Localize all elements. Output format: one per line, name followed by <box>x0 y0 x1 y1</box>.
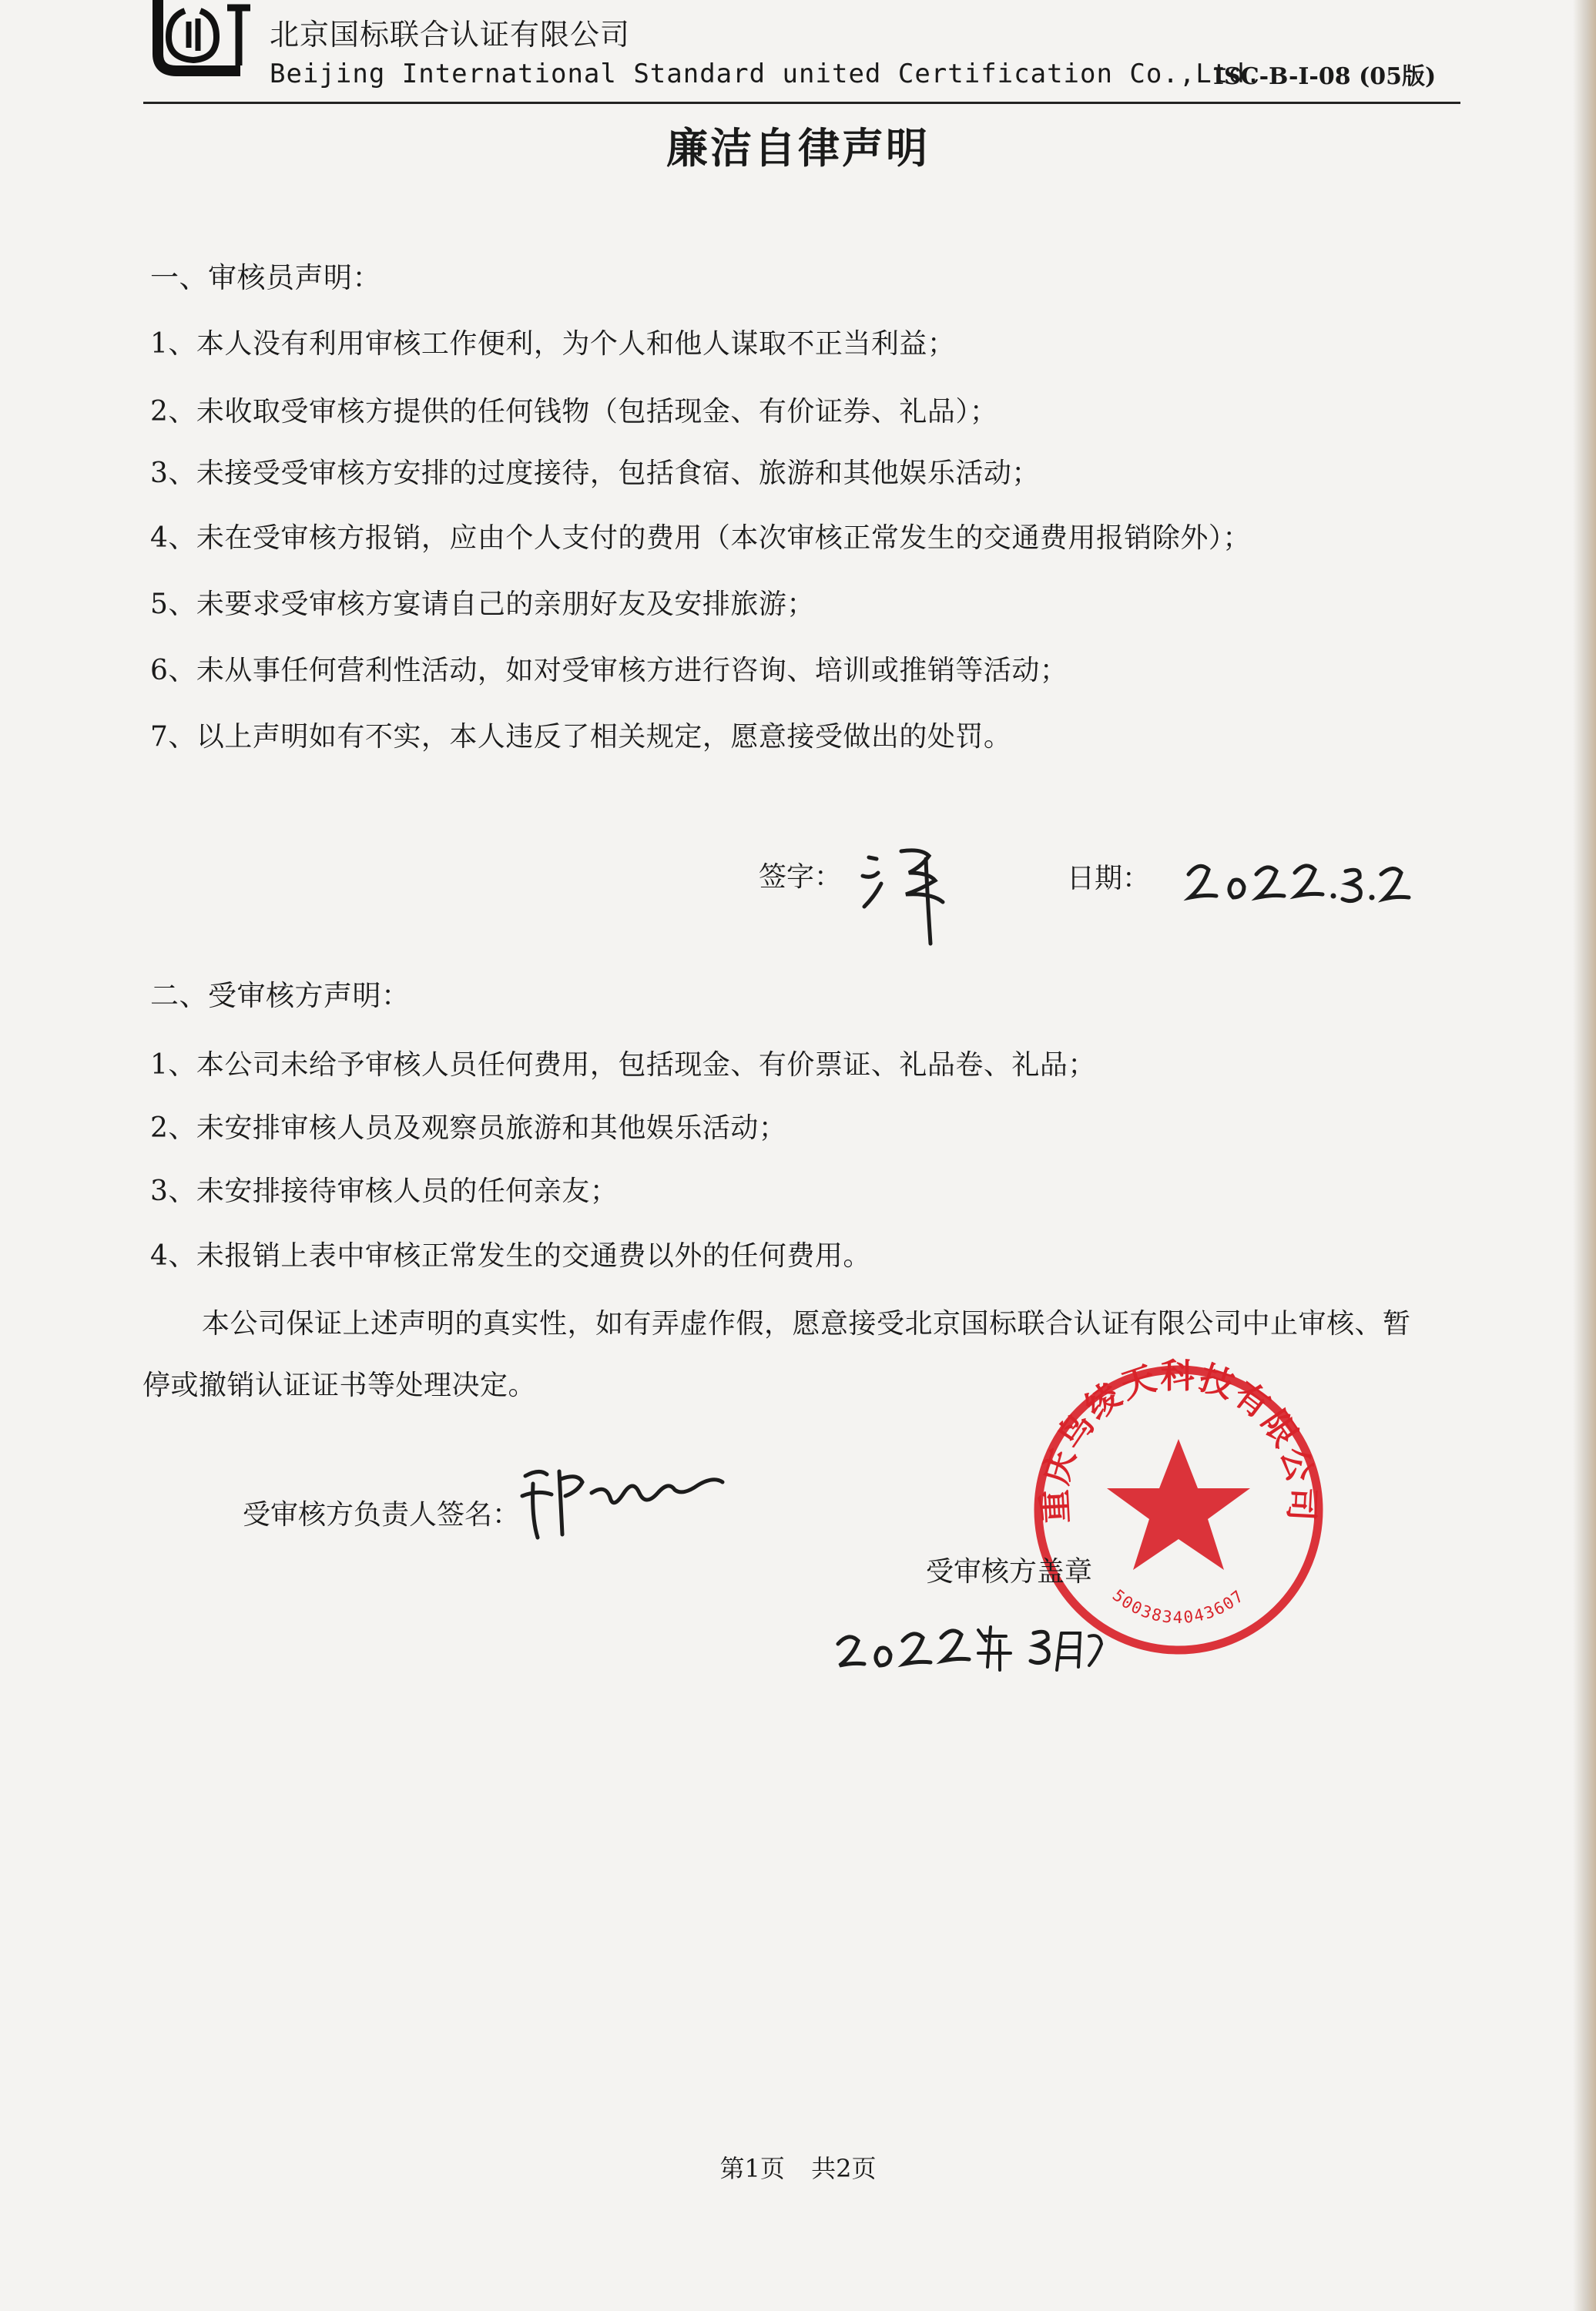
auditor-item: 4、未在受审核方报销，应由个人支付的费用（本次审核正常发生的交通费用报销除外）； <box>150 522 1251 554</box>
auditor-date-label: 日期： <box>1067 863 1151 894</box>
auditor-item: 6、未从事任何营利性活动，如对受审核方进行咨询、培训或推销等活动； <box>150 655 1068 686</box>
auditee-item: 4、未报销上表中审核正常发生的交通费以外的任何费用。 <box>150 1240 871 1272</box>
auditor-item: 5、未要求受审核方宴请自己的亲朋好友及安排旅游； <box>150 589 815 620</box>
svg-text:重庆鸟绫天科技有限公司: 重庆鸟绫天科技有限公司 <box>1035 1356 1322 1524</box>
auditor-sign-label: 签字： <box>759 861 843 893</box>
auditee-section-heading: 二、受审核方声明： <box>150 979 411 1012</box>
auditor-date-handwriting <box>1182 844 1413 913</box>
page-current: 第1页 <box>719 2154 785 2183</box>
guarantee-paragraph-line-2: 停或撤销认证证书等处理决定。 <box>142 1370 537 1401</box>
auditee-date-handwriting <box>832 1610 1109 1679</box>
auditor-item: 1、本人没有利用审核工作便利，为个人和他人谋取不正当利益； <box>150 328 956 360</box>
guarantee-paragraph-line-1: 本公司保证上述声明的真实性，如有弄虚作假，愿意接受北京国标联合认证有限公司中止审核、暂 <box>202 1308 1411 1340</box>
page-total: 共2页 <box>811 2154 877 2183</box>
company-name-cn: 北京国标联合认证有限公司 <box>270 18 631 52</box>
auditor-item: 7、以上声明如有不实，本人违反了相关规定，愿意接受做出的处罚。 <box>150 721 1012 753</box>
auditor-section-heading: 一、审核员声明： <box>150 261 381 294</box>
auditee-seal-label: 受审核方盖章 <box>926 1556 1093 1588</box>
company-name-en: Beijing International Standard united Certification Co.,Ltd. <box>270 59 1262 89</box>
auditee-item: 1、本公司未给予审核人员任何费用，包括现金、有价票证、礼品卷、礼品； <box>150 1049 1096 1081</box>
auditor-signature <box>855 836 978 951</box>
auditor-item: 3、未接受受审核方安排的过度接待，包括食宿、旅游和其他娱乐活动； <box>150 458 1040 489</box>
company-logo-icon <box>142 0 258 77</box>
document-code: ISC-B-I-08 (05版) <box>1213 63 1437 90</box>
auditee-signature <box>516 1448 732 1548</box>
auditee-item: 2、未安排审核人员及观察员旅游和其他娱乐活动； <box>150 1112 787 1144</box>
page-edge-shadow <box>1573 0 1596 2311</box>
auditor-item: 2、未收取受审核方提供的任何钱物（包括现金、有价证券、礼品）； <box>150 396 998 428</box>
page-title: 廉洁自律声明 <box>666 123 930 173</box>
header-divider <box>143 102 1460 104</box>
auditee-signer-label: 受审核方负责人签名： <box>243 1499 521 1531</box>
svg-text:5003834043607: 5003834043607 <box>1108 1585 1249 1627</box>
page-footer <box>0 2149 1596 2185</box>
auditee-item: 3、未安排接待审核人员的任何亲友； <box>150 1176 619 1207</box>
